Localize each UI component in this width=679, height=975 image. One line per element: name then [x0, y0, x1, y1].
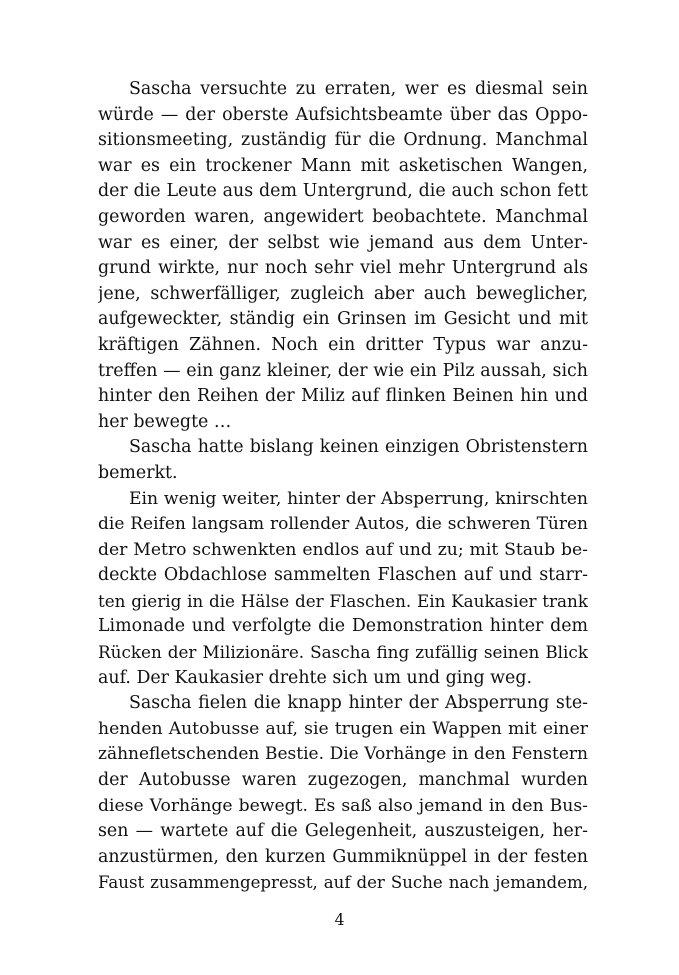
text-line: sitionsmeeting, zuständig für die Ordnung. Manchmal — [98, 130, 588, 151]
text-line: auf. Der Kaukasier drehte sich um und ging weg. — [98, 667, 532, 688]
text-line: zähnefletschenden Bestie. Die Vorhänge in den Fenstern — [98, 744, 588, 765]
text-line: Sascha fielen die knapp hinter der Absperrung ste- — [129, 693, 588, 714]
text-line: Faust zusammengepresst, auf der Suche nach jemandem, — [98, 873, 588, 893]
text-line: der die Leute aus dem Untergrund, die auch schon fett — [98, 181, 588, 202]
text-line: der Autobusse waren zugezogen, manchmal wurden — [98, 770, 588, 791]
text-line: hinter den Reihen der Miliz auf flinken Beinen hin und — [98, 386, 588, 407]
text-line: treffen — ein ganz kleiner, der wie ein Pilz aussah, sich — [98, 360, 588, 381]
body-text — [98, 77, 588, 896]
text-line: kräftigen Zähnen. Noch ein dritter Typus war anzu- — [98, 334, 588, 355]
text-line: anzustürmen, den kurzen Gummiknüppel in der festen — [98, 846, 588, 867]
text-line: Sascha versuchte zu erraten, wer es diesmal sein — [129, 79, 588, 99]
text-line: würde — der oberste Aufsichtsbeamte über das Oppo- — [98, 104, 588, 125]
text-line: Limonade und verfolgte die Demonstration hinter dem — [98, 616, 588, 637]
text-line: deckte Obdachlose sammelten Flaschen auf und starr- — [98, 565, 588, 586]
text-line: war es ein trockener Mann mit asketischen Wangen, — [98, 155, 588, 176]
text-line: aufgeweckter, ständig ein Grinsen im Gesicht und mit — [98, 309, 588, 330]
text-line: jene, schwerfälliger, zugleich aber auch beweglicher, — [98, 283, 588, 304]
page-number: 4 — [334, 911, 345, 929]
text-line: grund wirkte, nur noch sehr viel mehr Untergrund als — [98, 258, 588, 279]
text-line: die Reifen langsam rollender Autos, die schweren Türen — [98, 514, 588, 535]
text-line: geworden waren, angewidert beobachtete. Manchmal — [98, 206, 588, 227]
text-line: der Metro schwenkten endlos auf und zu; mit Staub be- — [98, 539, 588, 560]
text-line: war es einer, der selbst wie jemand aus dem Unter- — [98, 232, 588, 253]
text-line: bemerkt. — [98, 462, 178, 483]
text-line: ten gierig in die Hälse der Flaschen. Ein Kaukasier trank — [98, 590, 588, 611]
text-line: Sascha hatte bislang keinen einzigen Obristenstern — [129, 437, 588, 458]
text-line: Ein wenig weiter, hinter der Absperrung, knirschten — [129, 488, 588, 509]
text-line: her bewegte … — [98, 411, 232, 432]
text-line: sen — wartete auf die Gelegenheit, auszusteigen, her- — [98, 821, 588, 842]
text-line: Rücken der Milizionäre. Sascha fing zufällig seinen Blick — [98, 642, 588, 663]
text-line: henden Autobusse auf, sie trugen ein Wappen mit einer — [98, 718, 588, 739]
text-line: diese Vorhänge bewegt. Es saß also jemand in den Bus- — [98, 795, 588, 816]
